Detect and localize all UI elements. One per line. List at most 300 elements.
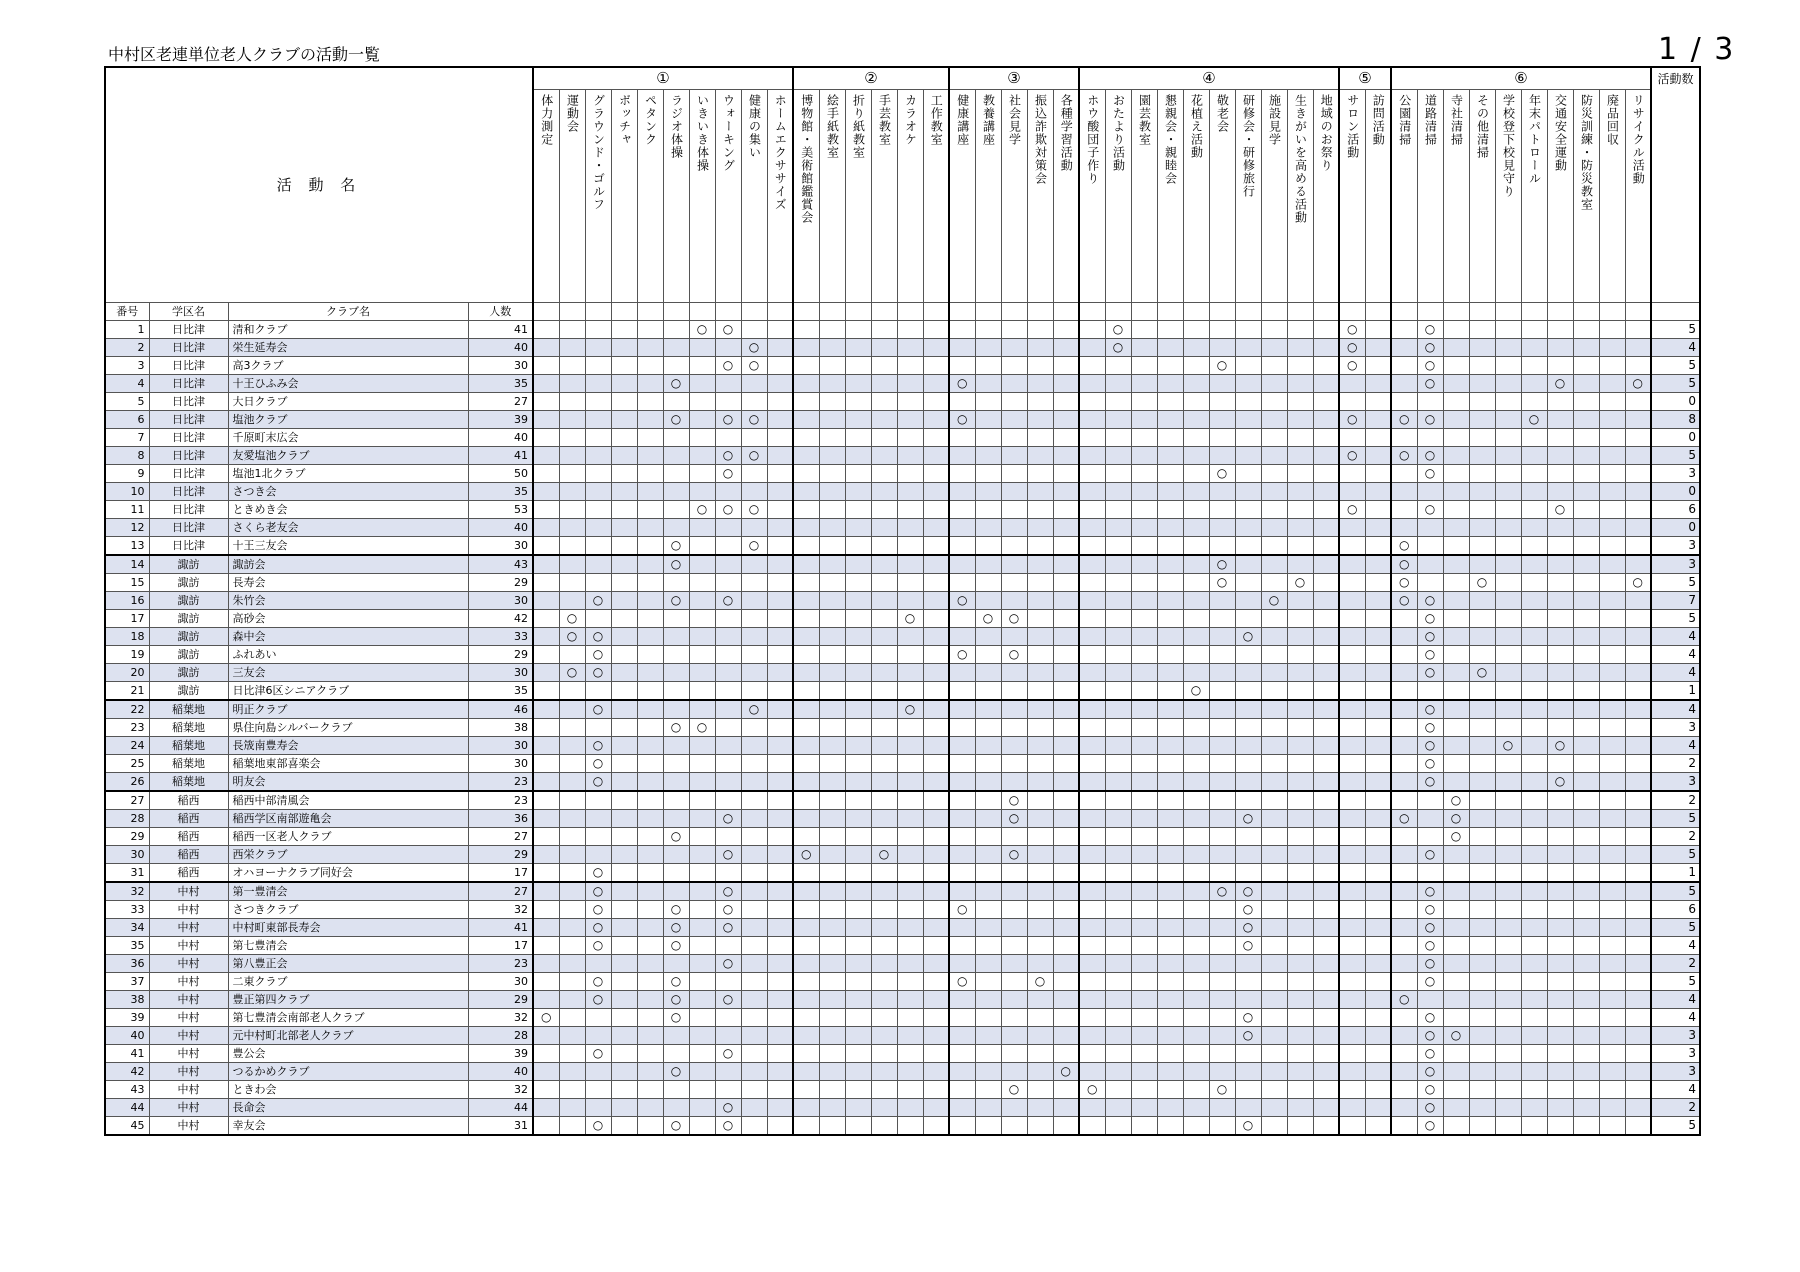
row-club-name: 二東クラブ — [228, 973, 468, 991]
activity-mark — [1469, 828, 1495, 846]
row-member-count: 30 — [468, 755, 533, 773]
activity-mark — [1053, 901, 1079, 919]
activity-mark — [793, 411, 819, 429]
row-number: 2 — [105, 339, 149, 357]
activity-mark — [1105, 719, 1131, 737]
activity-mark — [923, 973, 949, 991]
activity-mark — [689, 628, 715, 646]
activity-mark — [871, 592, 897, 610]
activity-mark — [923, 846, 949, 864]
activity-mark — [897, 321, 923, 339]
activity-mark — [1521, 737, 1547, 755]
row-member-count: 32 — [468, 901, 533, 919]
activity-mark — [1235, 483, 1261, 501]
activity-mark — [949, 719, 975, 737]
activity-mark — [741, 375, 767, 393]
activity-mark — [1573, 628, 1599, 646]
activity-mark — [975, 955, 1001, 973]
activity-mark — [845, 1063, 871, 1081]
row-member-count: 30 — [468, 737, 533, 755]
activity-mark — [1573, 773, 1599, 792]
total-label: 活動数 — [1651, 67, 1700, 303]
activity-mark — [1183, 737, 1209, 755]
activity-mark — [1495, 1099, 1521, 1117]
activity-mark — [611, 810, 637, 828]
activity-mark — [559, 646, 585, 664]
activity-mark — [1365, 339, 1391, 357]
activity-mark: ○ — [1183, 682, 1209, 701]
activity-header-blank — [975, 303, 1001, 321]
activity-mark: ○ — [741, 501, 767, 519]
row-activity-total: 1 — [1651, 682, 1700, 701]
activity-mark — [741, 321, 767, 339]
activity-mark — [897, 574, 923, 592]
activity-mark — [975, 1009, 1001, 1027]
activity-mark — [1027, 646, 1053, 664]
activity-mark — [715, 973, 741, 991]
activity-mark: ○ — [1209, 1081, 1235, 1099]
activity-mark — [1625, 1045, 1651, 1063]
activity-mark: ○ — [1417, 973, 1443, 991]
activity-mark — [897, 411, 923, 429]
activity-mark — [637, 755, 663, 773]
activity-mark — [1157, 664, 1183, 682]
activity-mark — [1599, 864, 1625, 883]
activity-header-blank — [871, 303, 897, 321]
activity-mark — [559, 574, 585, 592]
activity-mark: ○ — [1339, 447, 1365, 465]
activity-name: カラオケ — [903, 94, 918, 146]
activity-mark — [1599, 393, 1625, 411]
activity-mark — [923, 901, 949, 919]
activity-mark — [1131, 357, 1157, 375]
activity-mark — [975, 483, 1001, 501]
activity-mark — [871, 1063, 897, 1081]
row-member-count: 27 — [468, 882, 533, 901]
activity-mark — [871, 991, 897, 1009]
activity-mark — [1495, 1117, 1521, 1136]
activity-mark — [1339, 483, 1365, 501]
activity-mark — [1261, 1099, 1287, 1117]
row-activity-total: 5 — [1651, 919, 1700, 937]
activity-mark — [975, 592, 1001, 610]
activity-mark — [1339, 574, 1365, 592]
activity-mark: ○ — [663, 973, 689, 991]
activity-mark — [1573, 791, 1599, 810]
activity-mark — [1209, 828, 1235, 846]
activity-mark — [585, 375, 611, 393]
activity-mark — [1183, 339, 1209, 357]
column-header-club: クラブ名 — [228, 303, 468, 321]
activity-mark — [1053, 755, 1079, 773]
activity-mark — [1001, 737, 1027, 755]
activity-mark — [1131, 321, 1157, 339]
activity-mark: ○ — [1417, 1099, 1443, 1117]
activity-mark — [1053, 465, 1079, 483]
activity-mark — [1261, 574, 1287, 592]
activity-mark — [559, 991, 585, 1009]
activity-mark — [1365, 447, 1391, 465]
activity-mark — [1443, 700, 1469, 719]
activity-mark — [715, 791, 741, 810]
activity-mark — [559, 700, 585, 719]
activity-mark — [1001, 991, 1027, 1009]
activity-mark — [1313, 700, 1339, 719]
activity-mark: ○ — [1391, 555, 1417, 574]
column-header-number: 番号 — [105, 303, 149, 321]
activity-mark — [611, 901, 637, 919]
activity-mark — [533, 1045, 559, 1063]
activity-mark: ○ — [1417, 664, 1443, 682]
activity-mark — [1105, 357, 1131, 375]
activity-mark — [1053, 646, 1079, 664]
table-row — [105, 773, 1700, 792]
activity-mark — [1183, 537, 1209, 556]
activity-mark — [1573, 664, 1599, 682]
row-number: 26 — [105, 773, 149, 792]
activity-mark: ○ — [559, 628, 585, 646]
activity-mark — [1391, 700, 1417, 719]
activity-mark — [845, 1027, 871, 1045]
activity-mark — [1417, 483, 1443, 501]
row-number: 35 — [105, 937, 149, 955]
activity-name: 生きがいを高める活動 — [1293, 94, 1308, 224]
activity-name: 地域のお祭り — [1319, 94, 1334, 172]
activity-mark — [663, 465, 689, 483]
activity-mark — [923, 537, 949, 556]
activity-mark — [533, 955, 559, 973]
activity-mark — [1547, 828, 1573, 846]
activity-mark — [1287, 483, 1313, 501]
row-member-count: 40 — [468, 339, 533, 357]
activity-name: ホームエクササイズ — [773, 94, 788, 211]
activity-mark — [767, 919, 793, 937]
activity-mark — [1547, 1081, 1573, 1099]
activity-mark — [1495, 592, 1521, 610]
row-number: 11 — [105, 501, 149, 519]
activity-mark — [1495, 574, 1521, 592]
activity-mark — [1235, 864, 1261, 883]
activity-mark — [949, 955, 975, 973]
activity-mark: ○ — [1105, 339, 1131, 357]
activity-mark — [1209, 1045, 1235, 1063]
activity-mark — [845, 773, 871, 792]
activity-mark — [689, 447, 715, 465]
activity-mark — [1365, 882, 1391, 901]
activity-mark — [715, 519, 741, 537]
activity-mark — [585, 1009, 611, 1027]
activity-mark — [689, 555, 715, 574]
activity-mark: ○ — [1339, 357, 1365, 375]
activity-mark — [767, 901, 793, 919]
activity-mark — [975, 1045, 1001, 1063]
activity-mark — [1287, 737, 1313, 755]
activity-mark — [1001, 574, 1027, 592]
activity-mark — [923, 646, 949, 664]
activity-mark — [1131, 375, 1157, 393]
activity-mark: ○ — [1339, 339, 1365, 357]
activity-mark — [1521, 646, 1547, 664]
activity-mark — [741, 991, 767, 1009]
activity-mark — [1391, 791, 1417, 810]
activity-mark — [1365, 955, 1391, 973]
activity-mark — [1391, 339, 1417, 357]
activity-mark — [1313, 682, 1339, 701]
activity-mark — [1027, 447, 1053, 465]
activity-mark: ○ — [1417, 755, 1443, 773]
activity-mark — [559, 901, 585, 919]
activity-mark — [1547, 682, 1573, 701]
activity-mark — [1157, 719, 1183, 737]
activity-name: 交通安全運動 — [1553, 94, 1568, 172]
activity-header-blank — [1521, 303, 1547, 321]
activity-mark — [1521, 1027, 1547, 1045]
activity-mark — [689, 864, 715, 883]
activity-mark — [1339, 700, 1365, 719]
activity-mark — [897, 1027, 923, 1045]
activity-mark — [585, 1027, 611, 1045]
activity-mark — [1443, 393, 1469, 411]
activity-mark — [1443, 1117, 1469, 1136]
activity-mark — [1313, 429, 1339, 447]
activity-mark — [1183, 1117, 1209, 1136]
activity-mark — [819, 465, 845, 483]
activity-mark — [845, 791, 871, 810]
activity-mark — [975, 1117, 1001, 1136]
activity-mark — [585, 393, 611, 411]
activity-mark — [871, 955, 897, 973]
activity-mark — [637, 1027, 663, 1045]
activity-mark — [1547, 901, 1573, 919]
activity-mark — [1573, 429, 1599, 447]
activity-mark — [741, 973, 767, 991]
row-number: 34 — [105, 919, 149, 937]
activity-mark — [1469, 864, 1495, 883]
activity-mark — [819, 1063, 845, 1081]
activity-mark — [1443, 357, 1469, 375]
activity-mark — [1443, 991, 1469, 1009]
activity-mark — [949, 991, 975, 1009]
activity-mark — [1313, 955, 1339, 973]
activity-mark — [793, 1009, 819, 1027]
activity-mark — [1495, 357, 1521, 375]
row-club-name: 朱竹会 — [228, 592, 468, 610]
activity-mark — [1079, 1099, 1105, 1117]
activity-mark — [611, 1117, 637, 1136]
activity-mark — [845, 737, 871, 755]
activity-mark — [923, 737, 949, 755]
activity-name: 学校登下校見守り — [1501, 94, 1516, 198]
activity-mark: ○ — [715, 846, 741, 864]
activity-mark — [1521, 483, 1547, 501]
row-area: 中村 — [149, 955, 228, 973]
activity-mark — [533, 393, 559, 411]
activity-mark: ○ — [1001, 810, 1027, 828]
activity-mark — [1027, 537, 1053, 556]
activity-mark — [949, 773, 975, 792]
activity-mark — [975, 321, 1001, 339]
activity-mark: ○ — [1495, 737, 1521, 755]
activity-mark — [923, 610, 949, 628]
activity-mark: ○ — [1105, 321, 1131, 339]
activity-mark — [1599, 810, 1625, 828]
activity-mark — [897, 882, 923, 901]
activity-mark: ○ — [585, 919, 611, 937]
row-member-count: 17 — [468, 937, 533, 955]
activity-mark — [1183, 610, 1209, 628]
activity-mark — [1391, 1099, 1417, 1117]
activity-mark — [975, 919, 1001, 937]
activity-name: その他清掃 — [1475, 94, 1490, 159]
activity-mark — [1495, 719, 1521, 737]
activity-mark — [897, 864, 923, 883]
row-number: 20 — [105, 664, 149, 682]
activity-mark — [663, 393, 689, 411]
activity-mark — [1547, 973, 1573, 991]
activity-mark — [1625, 719, 1651, 737]
activity-mark — [793, 737, 819, 755]
activity-mark — [533, 991, 559, 1009]
activity-mark — [975, 755, 1001, 773]
activity-mark — [1287, 429, 1313, 447]
activity-mark — [1391, 937, 1417, 955]
activity-mark — [845, 537, 871, 556]
activity-mark — [1573, 955, 1599, 973]
activity-mark — [1001, 447, 1027, 465]
activity-mark: ○ — [715, 501, 741, 519]
activity-mark — [1365, 937, 1391, 955]
activity-mark — [923, 339, 949, 357]
activity-mark — [559, 339, 585, 357]
activity-mark — [637, 1099, 663, 1117]
table-row — [105, 664, 1700, 682]
row-club-name: 長寿会 — [228, 574, 468, 592]
activity-mark — [533, 483, 559, 501]
activity-mark: ○ — [1001, 846, 1027, 864]
activity-mark — [611, 955, 637, 973]
activity-mark — [1131, 447, 1157, 465]
activity-mark — [1313, 1045, 1339, 1063]
activity-mark — [949, 447, 975, 465]
row-club-name: 豊公会 — [228, 1045, 468, 1063]
activity-mark: ○ — [1625, 375, 1651, 393]
activity-mark — [637, 646, 663, 664]
activity-mark — [1625, 955, 1651, 973]
activity-header-blank — [1053, 303, 1079, 321]
activity-mark — [1547, 592, 1573, 610]
activity-column-header — [637, 90, 663, 303]
activity-mark — [1313, 393, 1339, 411]
activity-mark — [1391, 1009, 1417, 1027]
activity-mark — [1053, 1081, 1079, 1099]
activity-header-blank — [1209, 303, 1235, 321]
activity-mark — [1495, 628, 1521, 646]
activity-mark — [611, 628, 637, 646]
activity-mark — [1365, 901, 1391, 919]
table-row — [105, 682, 1700, 701]
activity-mark — [715, 682, 741, 701]
activity-mark — [1339, 719, 1365, 737]
activity-mark — [585, 555, 611, 574]
activity-mark — [1443, 1009, 1469, 1027]
activity-mark — [1131, 664, 1157, 682]
activity-mark — [637, 1063, 663, 1081]
activity-mark — [741, 1081, 767, 1099]
activity-mark — [1183, 519, 1209, 537]
activity-mark — [1443, 955, 1469, 973]
activity-mark — [1625, 447, 1651, 465]
activity-mark — [923, 574, 949, 592]
activity-mark — [1105, 828, 1131, 846]
activity-mark — [897, 1009, 923, 1027]
activity-mark — [949, 393, 975, 411]
activity-column-header — [585, 90, 611, 303]
activity-mark: ○ — [1547, 773, 1573, 792]
activity-mark — [1469, 447, 1495, 465]
row-number: 19 — [105, 646, 149, 664]
activity-mark — [871, 465, 897, 483]
activity-mark — [689, 357, 715, 375]
activity-mark — [1573, 846, 1599, 864]
activity-mark — [1105, 375, 1131, 393]
activity-mark — [1261, 501, 1287, 519]
activity-mark — [1209, 646, 1235, 664]
activity-mark — [1261, 700, 1287, 719]
activity-mark — [819, 864, 845, 883]
activity-mark — [1469, 1099, 1495, 1117]
activity-mark — [689, 700, 715, 719]
activity-mark — [1105, 846, 1131, 864]
activity-mark — [741, 555, 767, 574]
activity-mark — [611, 465, 637, 483]
row-club-name: 日比津6区シニアクラブ — [228, 682, 468, 701]
activity-mark — [871, 882, 897, 901]
activity-mark — [845, 393, 871, 411]
activity-mark — [793, 393, 819, 411]
activity-mark — [1469, 646, 1495, 664]
row-area: 稲葉地 — [149, 773, 228, 792]
activity-mark — [1131, 882, 1157, 901]
row-member-count: 40 — [468, 1063, 533, 1081]
activity-mark — [1521, 610, 1547, 628]
activity-mark — [1079, 719, 1105, 737]
activity-mark — [1365, 737, 1391, 755]
activity-header-blank — [1287, 303, 1313, 321]
activity-mark — [637, 864, 663, 883]
activity-mark — [1313, 592, 1339, 610]
row-member-count: 41 — [468, 919, 533, 937]
activity-mark — [767, 537, 793, 556]
activity-mark — [741, 901, 767, 919]
table-row — [105, 810, 1700, 828]
activity-mark — [741, 646, 767, 664]
activity-mark — [767, 682, 793, 701]
activity-mark — [1079, 955, 1105, 973]
activity-mark — [1183, 773, 1209, 792]
activity-mark — [1391, 465, 1417, 483]
activity-mark — [1625, 1027, 1651, 1045]
activity-mark — [871, 755, 897, 773]
activity-mark — [637, 375, 663, 393]
activity-mark — [1547, 321, 1573, 339]
activity-mark — [1599, 375, 1625, 393]
activity-mark — [1365, 682, 1391, 701]
activity-name: リサイクル活動 — [1631, 94, 1646, 185]
activity-mark — [1053, 864, 1079, 883]
row-area: 稲西 — [149, 810, 228, 828]
activity-mark — [1625, 755, 1651, 773]
activity-mark — [793, 937, 819, 955]
